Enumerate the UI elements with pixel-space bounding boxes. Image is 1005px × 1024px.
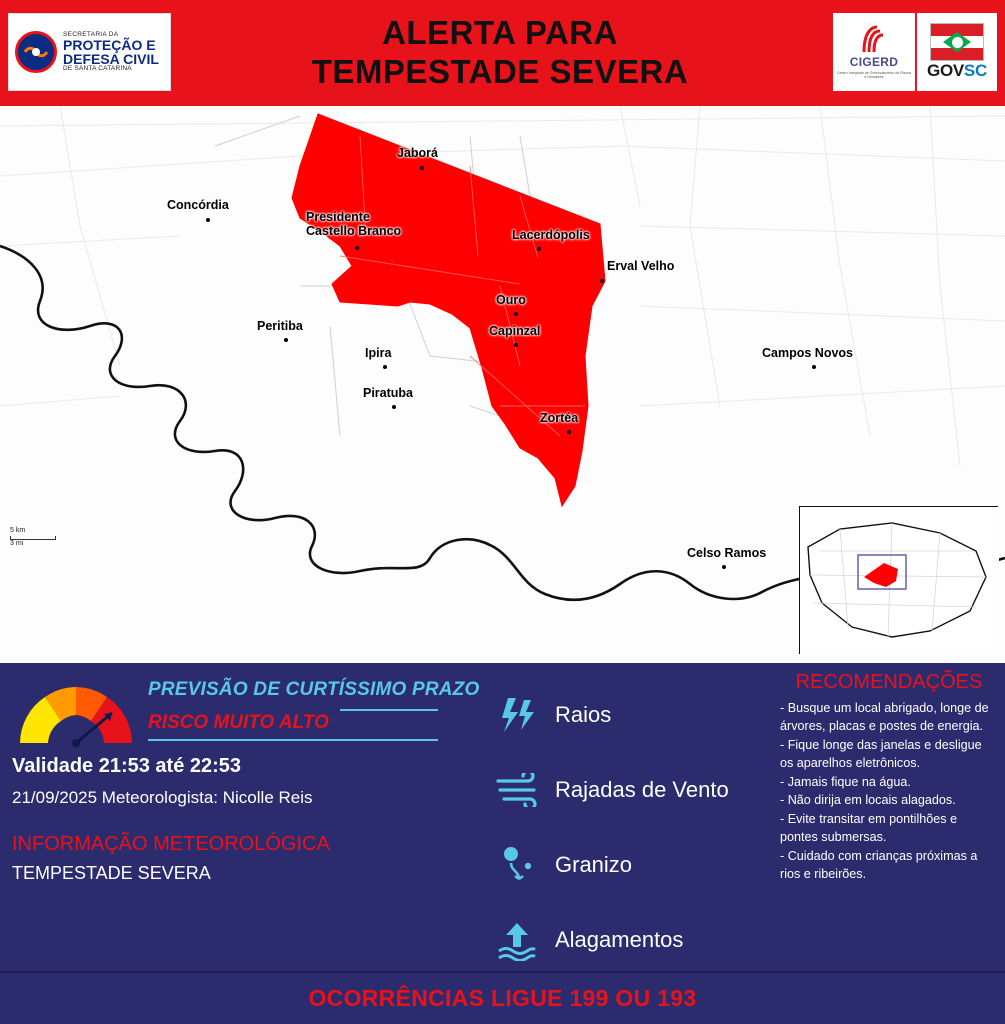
hazard-item-granizo [487, 827, 757, 902]
hail-icon [487, 845, 547, 885]
meteorologist-label: 21/09/2025 Meteorologista: Nicolle Reis [12, 788, 313, 807]
scale-km: 5 km [10, 527, 26, 534]
emergency-phone-text: OCORRÊNCIAS LIGUE 199 OU 193 [308, 985, 697, 1011]
city-marker-dot [355, 246, 359, 250]
recommendation-item: - Não dirija em locais alagados. [780, 793, 956, 808]
meteorological-info-body: TEMPESTADE SEVERA [12, 863, 211, 883]
recommendation-item: - Busque um local abrigado, longe de árvores, placas e postes de energia. [780, 701, 989, 733]
logo-line-3: DEFESA CIVIL [63, 51, 159, 67]
recommendations-block [780, 671, 998, 885]
recommendation-item: - Cuidado com crianças próximas a rios e ribeirões. [780, 849, 978, 881]
scale-mi: 3 mi [10, 539, 24, 547]
city-label: Capinzal [489, 324, 541, 338]
civil-defense-logo [8, 13, 171, 91]
city-marker-dot [206, 218, 210, 222]
hazard-label: Raios [555, 701, 612, 727]
risk-level-label: RISCO MUITO ALTO [148, 712, 329, 733]
hazard-item-alagamentos [487, 902, 757, 977]
hazard-label: Rajadas de Vento [555, 776, 729, 802]
alert-header [0, 0, 1005, 106]
hazard-label: Granizo [555, 851, 633, 877]
alert-map[interactable] [0, 106, 1005, 663]
logo-line-2: PROTEÇÃO E [63, 37, 156, 53]
logo-line-1: SECRETARIA DA [63, 30, 119, 38]
recommendations-list [780, 700, 998, 884]
city-label: Concórdia [167, 198, 229, 212]
page-title-line-2: TEMPESTADE SEVERA [311, 52, 689, 90]
city-label: Celso Ramos [687, 546, 767, 560]
cigerd-name: CIGERD [849, 54, 899, 69]
city-marker-dot [514, 312, 518, 316]
recommendation-item: - Fique longe das janelas e desligue os aparelhos eletrônicos. [780, 737, 982, 770]
cigerd-subtitle: Centro Integrado de Gerenciamento de Riscos e Desastres [836, 70, 912, 79]
page-title-line-1: ALERTA PARA [382, 14, 618, 51]
gov-sc-logo [917, 13, 997, 91]
alert-area-polygon [292, 114, 605, 506]
wind-gust-icon [487, 773, 547, 807]
emergency-footer [0, 971, 1005, 1024]
recommendation-item: - Evite transitar em pontilhões e pontes submersas. [780, 812, 958, 845]
recommendation-item: - Jamais fique na água. [780, 774, 911, 789]
civil-defense-emblem-icon [15, 31, 57, 73]
map-scale-bar [10, 527, 56, 549]
lightning-icon [487, 694, 547, 736]
gov-sc-wordmark [927, 61, 987, 81]
gov-text: GOV [927, 61, 964, 80]
meteorological-info-title: INFORMAÇÃO METEOROLÓGICA [12, 833, 330, 855]
city-marker-dot [392, 405, 396, 409]
logo-line-4: DE SANTA CATARINA [63, 65, 132, 72]
cigerd-logo [833, 13, 915, 91]
city-marker-dot [600, 279, 604, 283]
hazard-list [487, 677, 757, 977]
city-marker-dot [567, 430, 571, 434]
validity-label: Validade 21:53 até 22:53 [12, 755, 242, 777]
city-marker-dot [514, 343, 518, 347]
city-label: Peritiba [257, 319, 303, 333]
flood-icon [487, 919, 547, 961]
alert-info-panel [0, 663, 1005, 971]
hazard-label: Alagamentos [555, 926, 684, 952]
risk-gauge-icon [12, 677, 140, 749]
city-label: Piratuba [363, 386, 414, 400]
state-inset-map [799, 506, 998, 654]
city-marker-dot [420, 166, 424, 170]
city-marker-dot [537, 247, 541, 251]
cigerd-wave-icon [861, 25, 887, 55]
city-marker-dot [284, 338, 288, 342]
risk-divider-top [340, 709, 438, 711]
city-marker-dot [812, 365, 816, 369]
page-title [180, 14, 820, 92]
city-marker-dot [383, 365, 387, 369]
city-label: Campos Novos [762, 346, 853, 360]
city-label: Ipira [365, 346, 392, 360]
city-label: Lacerdópolis [512, 228, 590, 242]
hazard-item-rajadas-de-vento [487, 752, 757, 827]
santa-catarina-flag-icon [930, 23, 984, 61]
city-label: Presidente Castello Branco [306, 210, 402, 238]
city-label: Erval Velho [607, 259, 675, 273]
hazard-item-raios [487, 677, 757, 752]
city-label: Ouro [496, 293, 526, 307]
city-label: Zortéa [540, 411, 579, 425]
risk-divider-bottom [148, 739, 438, 741]
risk-forecast-title: PREVISÃO DE CURTÍSSIMO PRAZO [148, 679, 480, 700]
city-marker-dot [722, 565, 726, 569]
city-label: Jaborá [397, 146, 438, 160]
gov-accent-text: SC [963, 61, 987, 80]
recommendations-title: RECOMENDAÇÕES [795, 671, 983, 693]
